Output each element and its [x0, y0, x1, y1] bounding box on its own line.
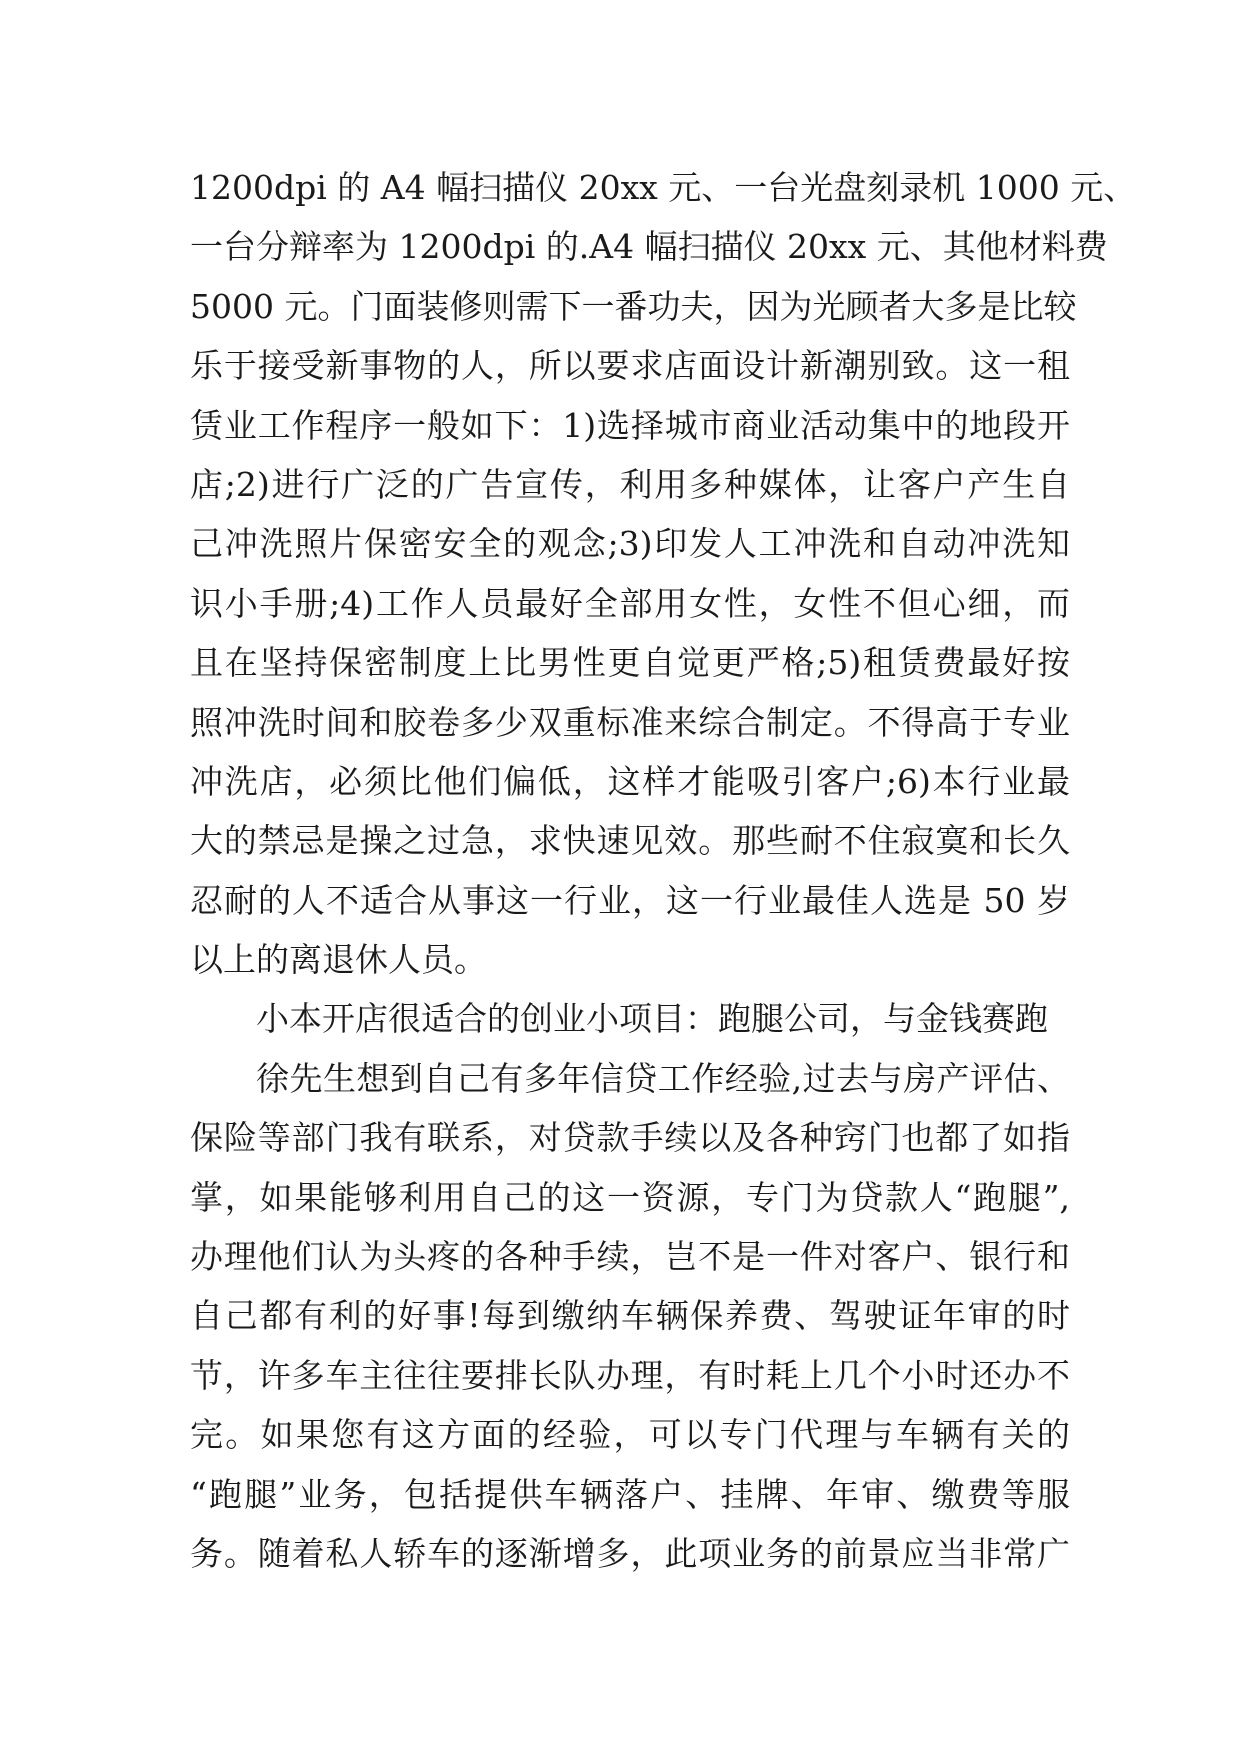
text-line: 1200dpi 的 A4 幅扫描仪 20xx 元、一台光盘刻录机 1000 元、: [190, 168, 1137, 207]
paragraph-equipment-costs: [190, 158, 1137, 989]
text-line: 识小手册;4)工作人员最好全部用女性，女性不但心细，而: [190, 583, 1070, 623]
text-line: 务。随着私人轿车的逐渐增多，此项业务的前景应当非常广: [190, 1533, 1070, 1573]
paragraph-mr-xu-story: [190, 1049, 1070, 1584]
text-line: 5000 元。门面装修则需下一番功夫，因为光顾者大多是比较: [190, 286, 1077, 326]
text-line: 徐先生想到自己有多年信贷工作经验,过去与房产评估、: [256, 1058, 1070, 1098]
text-line: 乐于接受新事物的人，所以要求店面设计新潮别致。这一租: [190, 346, 1070, 386]
text-line: 己冲洗照片保密安全的观念;3)印发人工冲洗和自动冲洗知: [190, 524, 1070, 564]
text-line: 自己都有利的好事!每到缴纳车辆保养费、驾驶证年审的时: [190, 1296, 1070, 1336]
text-line: 大的禁忌是操之过急，求快速见效。那些耐不住寂寞和长久: [190, 821, 1070, 861]
text-line: 掌，如果能够利用自己的这一资源，专门为贷款人“跑腿”,: [190, 1177, 1070, 1217]
text-line: 以上的离退休人员。: [190, 940, 487, 980]
text-line: 忍耐的人不适合从事这一行业，这一行业最佳人选是 50 岁: [190, 880, 1070, 920]
text-line: “跑腿”业务，包括提供车辆落户、挂牌、年审、缴费等服: [190, 1474, 1070, 1514]
text-line: 保险等部门我有联系，对贷款手续以及各种窍门也都了如指: [190, 1118, 1070, 1158]
text-line: 节，许多车主往往要排长队办理，有时耗上几个小时还办不: [190, 1355, 1070, 1395]
text-line: 照冲洗时间和胶卷多少双重标准来综合制定。不得高于专业: [190, 702, 1070, 742]
text-line: 赁业工作程序一般如下：1)选择城市商业活动集中的地段开: [190, 405, 1070, 445]
text-line: 完。如果您有这方面的经验，可以专门代理与车辆有关的: [190, 1415, 1070, 1455]
text-line: 店;2)进行广泛的广告宣传，利用多种媒体，让客户产生自: [190, 464, 1070, 504]
text-line: 一台分辩率为 1200dpi 的.A4 幅扫描仪 20xx 元、其他材料费: [190, 227, 1108, 267]
text-line: 冲洗店，必须比他们偏低，这样才能吸引客户;6)本行业最: [190, 761, 1070, 801]
text-line: 办理他们认为头疼的各种手续，岂不是一件对客户、银行和: [190, 1237, 1070, 1277]
text-line: 小本开店很适合的创业小项目：跑腿公司，与金钱赛跑: [256, 999, 1048, 1039]
text-line: 且在坚持保密制度上比男性更自觉更严格;5)租赁费最好按: [190, 643, 1070, 683]
paragraph-heading-errand-company: [190, 989, 1070, 1048]
document-body: [190, 158, 1137, 1583]
